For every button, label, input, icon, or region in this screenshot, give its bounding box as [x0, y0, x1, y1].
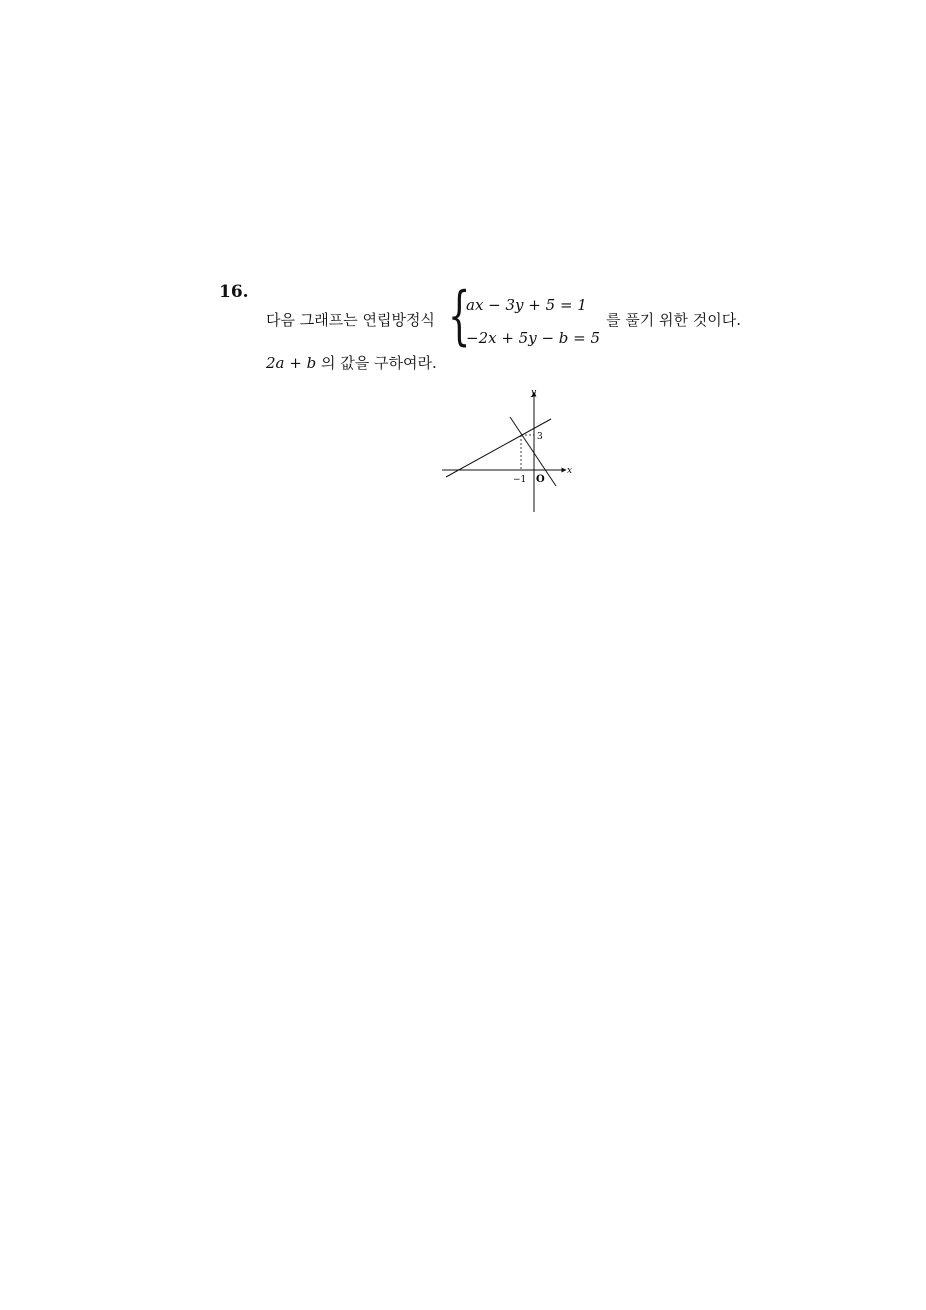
coordinate-graph: [440, 386, 580, 516]
graph-line-1: [446, 419, 551, 477]
problem-statement-line1-end: 를 풀기 위한 것이다.: [606, 311, 741, 329]
y-axis-label: y: [531, 388, 537, 398]
question-text: 의 값을 구하여라.: [320, 354, 437, 372]
origin-label: O: [536, 474, 545, 485]
question-expression: 2a + b: [266, 354, 317, 372]
problem-statement-line1: 다음 그래프는 연립방정식: [266, 311, 435, 329]
problem-statement-line2: [266, 352, 437, 373]
y-tick-label: 3: [537, 432, 543, 442]
system-brace: {: [448, 279, 471, 353]
x-tick-label: −1: [513, 475, 527, 485]
x-axis-label: x: [567, 466, 573, 476]
equation-1: ax − 3y + 5 = 1: [466, 296, 587, 314]
equation-2: −2x + 5y − b = 5: [466, 329, 601, 347]
problem-number: 16.: [219, 282, 249, 302]
